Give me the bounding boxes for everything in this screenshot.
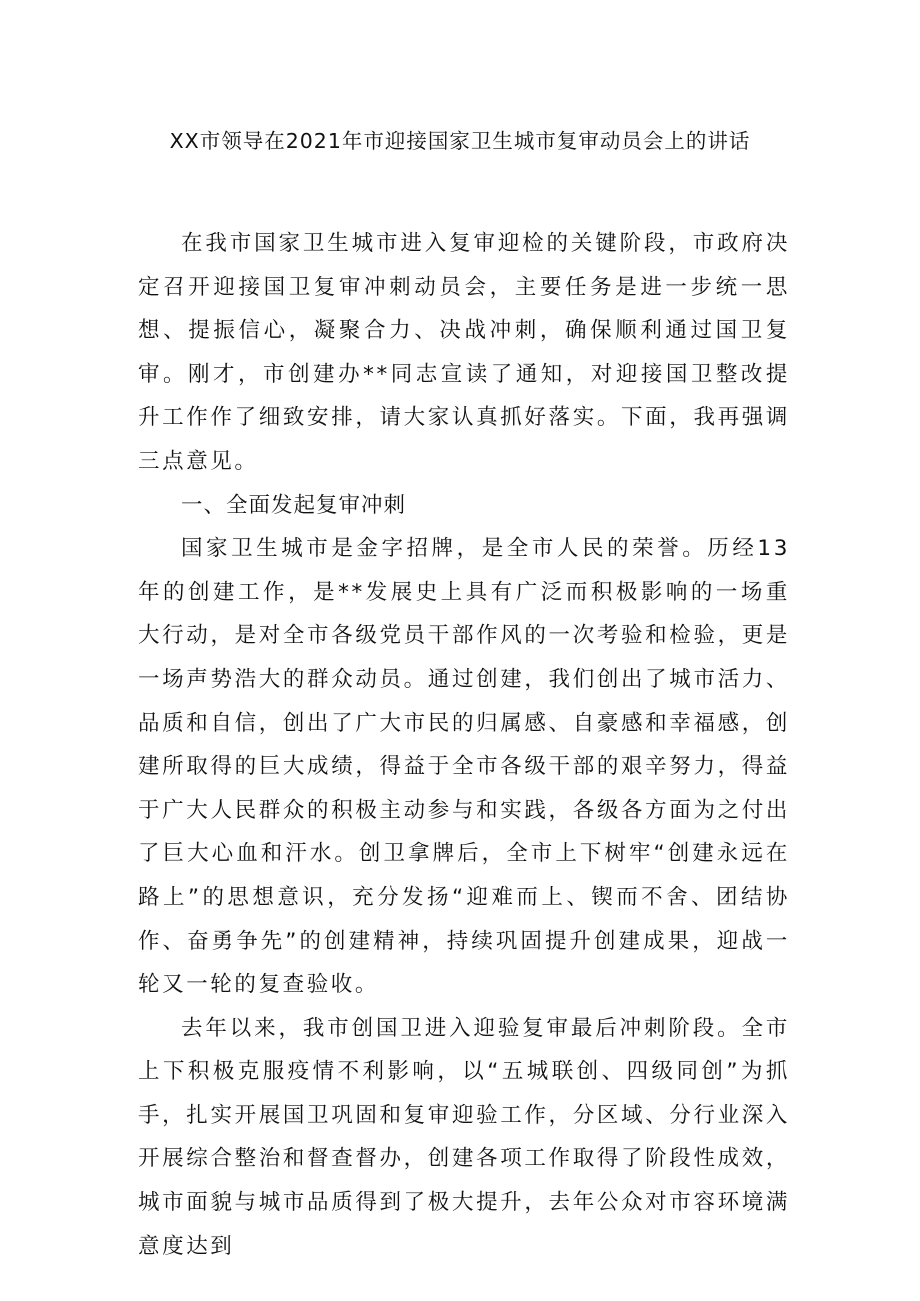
paragraph-section-1-b: 去年以来，我市创国卫进入迎验复审最后冲刺阶段。全市上下积极克服疫情不利影响，以“五城联创、四级同创”为抓手，扎实开展国卫巩固和复审迎验工作，分区域、分行业深入开展综合整治和督查督办，创建各项工作取得了阶段性成效，城市面貌与城市品质得到了极大提升，去年公众对市容环境满意度达到 <box>138 1015 790 1259</box>
section-heading-1: 一、全面发起复审冲刺 <box>181 492 407 518</box>
document-body <box>138 222 790 1268</box>
paragraph-section-1-a: 国家卫生城市是金字招牌，是全市人民的荣誉。历经13年的创建工作，是**发展史上具有广泛而积极影响的一场重大行动，是对全市各级党员干部作风的一次考验和检验，更是一场声势浩大的群众动员。通过创建，我们创出了城市活力、品质和自信，创出了广大市民的归属感、自豪感和幸福感，创建所取得的巨大成绩，得益于全市各级干部的艰辛努力，得益于广大人民群众的积极主动参与和实践，各级各方面为之付出了巨大心血和汗水。创卫拿牌后，全市上下树牢“创建永远在路上”的思想意识，充分发扬“迎难而上、锲而不舍、团结协作、奋勇争先”的创建精神，持续巩固提升创建成果，迎战一轮又一轮的复查验收。 <box>138 536 790 998</box>
paragraph-intro: 在我市国家卫生城市进入复审迎检的关键阶段，市政府决定召开迎接国卫复审冲刺动员会，主要任务是进一步统一思想、提振信心，凝聚合力、决战冲刺，确保顺利通过国卫复审。刚才，市创建办**同志宣读了通知，对迎接国卫整改提升工作作了细致安排，请大家认真抓好落实。下面，我再强调三点意见。 <box>138 231 790 474</box>
document-title: XX市领导在2021年市迎接国家卫生城市复审动员会上的讲话 <box>169 129 751 153</box>
